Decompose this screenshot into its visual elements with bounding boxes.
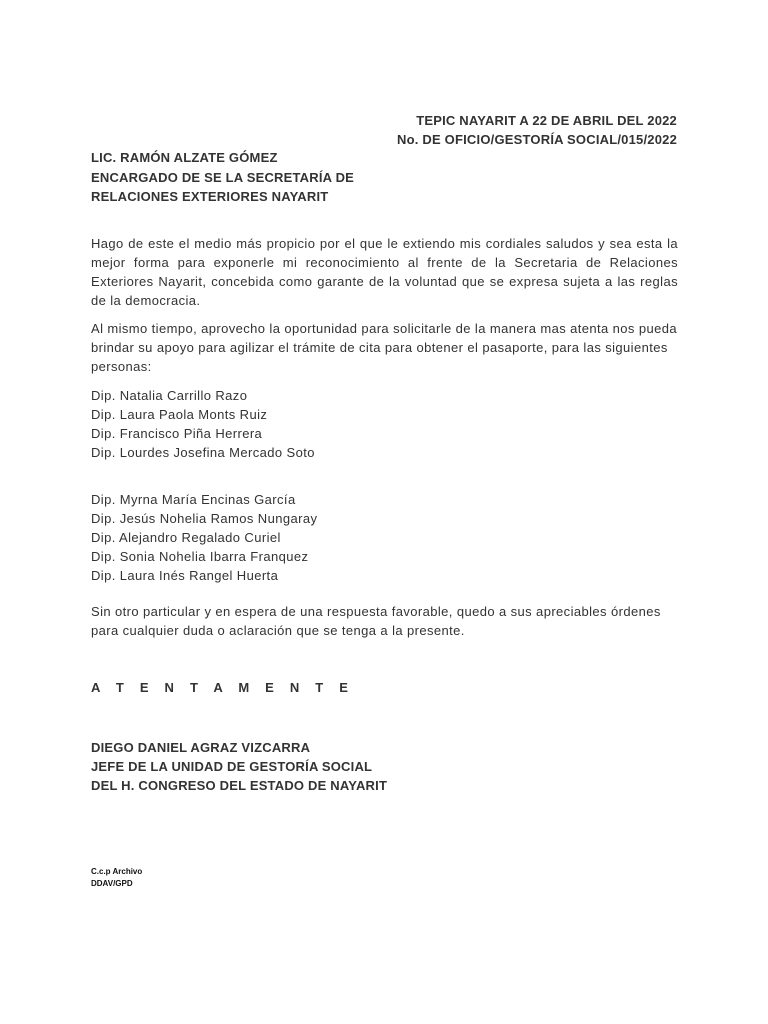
list-item: Dip. Jesús Nohelia Ramos Nungaray — [91, 511, 318, 526]
list-item: Dip. Natalia Carrillo Razo — [91, 388, 248, 403]
list-item: Dip. Alejandro Regalado Curiel — [91, 530, 281, 545]
signer-institution: DEL H. CONGRESO DEL ESTADO DE NAYARIT — [91, 778, 388, 793]
list-item: Dip. Lourdes Josefina Mercado Soto — [91, 445, 315, 460]
signer-title: JEFE DE LA UNIDAD DE GESTORÍA SOCIAL — [91, 759, 373, 774]
date-line: TEPIC NAYARIT A 22 DE ABRIL DEL 2022 — [416, 113, 677, 128]
letter-header — [397, 111, 677, 149]
signer-name: DIEGO DANIEL AGRAZ VIZCARRA — [91, 740, 311, 755]
recipient-name: LIC. RAMÓN ALZATE GÓMEZ — [91, 150, 278, 165]
list-item: Dip. Francisco Piña Herrera — [91, 426, 263, 441]
list-item: Dip. Sonia Nohelia Ibarra Franquez — [91, 549, 309, 564]
signature-block — [91, 738, 387, 795]
recipient-office: RELACIONES EXTERIORES NAYARIT — [91, 189, 329, 204]
persons-list-2 — [91, 490, 317, 585]
recipient-title: ENCARGADO DE SE LA SECRETARÍA DE — [91, 169, 355, 185]
persons-list-1 — [91, 386, 315, 462]
paragraph-greeting: Hago de este el medio más propicio por el que le extiendo mis cordiales saludos y sea esta la mejor forma para exponerle mi reconocimiento al frente de la Secretaria de Relaciones Exteriores Nayarit, concebida como garante de la voluntad que se expresa sujeta a las reglas de la democracia. — [91, 236, 678, 308]
closing-salutation: A T E N T A M E N T E — [91, 680, 355, 695]
list-item: Dip. Laura Paola Monts Ruiz — [91, 407, 268, 422]
paragraph-closing: Sin otro particular y en espera de una respuesta favorable, quedo a sus apreciables órdenes para cualquier duda o aclaración que se tenga a la presente. — [91, 604, 661, 638]
ccp-note: C.c.p Archivo — [91, 867, 143, 876]
initials-note: DDAV/GPD — [91, 879, 133, 888]
footer-notes — [91, 866, 142, 890]
oficio-number: No. DE OFICIO/GESTORÍA SOCIAL/015/2022 — [397, 132, 677, 147]
list-item: Dip. Laura Inés Rangel Huerta — [91, 568, 279, 583]
paragraph-request: Al mismo tiempo, aprovecho la oportunidad para solicitarle de la manera mas atenta nos pueda brindar su apoyo para agilizar el trámite de cita para obtener el pasaporte, para las siguientes personas: — [91, 321, 677, 374]
list-item: Dip. Myrna María Encinas García — [91, 492, 296, 507]
recipient-block — [91, 148, 354, 207]
